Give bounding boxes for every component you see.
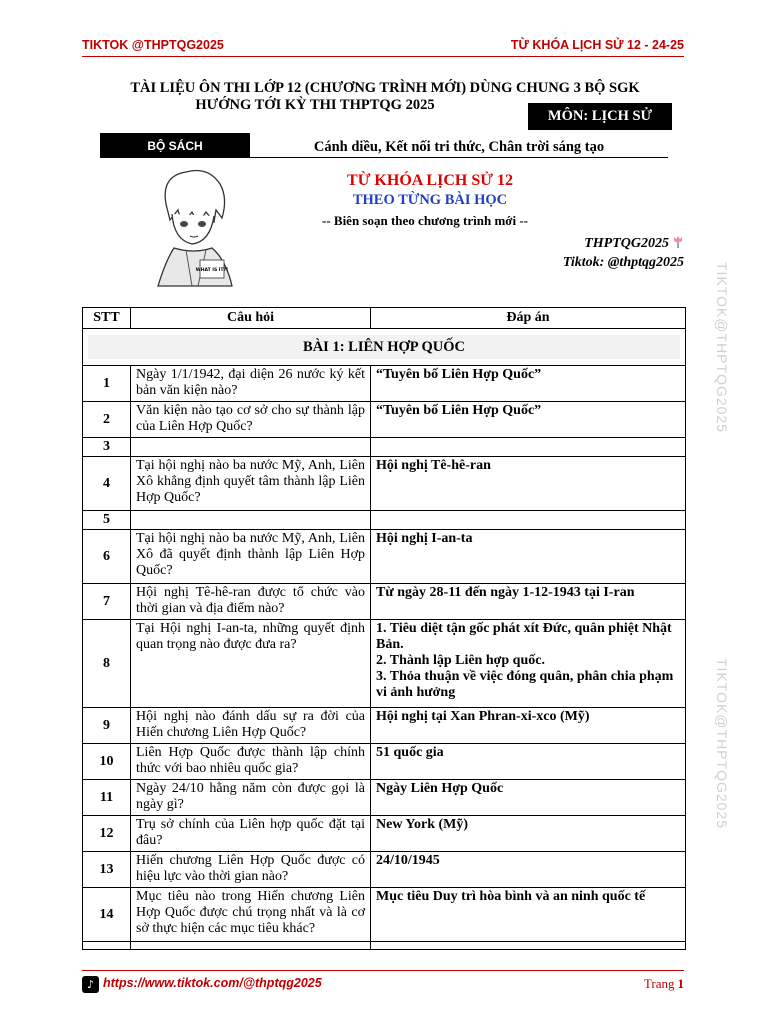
table-row [83,438,686,457]
table-row [83,708,686,744]
header-divider [82,56,684,57]
document-title-line1: TÀI LIỆU ÔN THI LỚP 12 (CHƯƠNG TRÌNH MỚI) DÙNG CHUNG 3 BỘ SGK [130,80,640,96]
row-answer: “Tuyên bố Liên Hợp Quốc” [371,402,686,438]
avatar-sign-text: WHAT IS IT?! [195,268,229,273]
row-number: 10 [83,744,131,780]
row-answer: Ngày Liên Hợp Quốc [371,780,686,816]
table-row [83,852,686,888]
row-number: 9 [83,708,131,744]
answer-line: 2. Thành lập Liên hợp quốc. [376,653,545,668]
table-row [83,511,686,530]
table-row [83,620,686,708]
row-answer: Hội nghị I-an-ta [371,530,686,584]
books-underline [250,157,668,158]
row-question: Tại hội nghị nào ba nước Mỹ, Anh, Liên Xô khẳng định quyết tâm thành lập Liên Hợp Quốc? [131,457,371,511]
row-number [83,942,131,950]
row-number: 13 [83,852,131,888]
table-row [83,366,686,402]
row-number: 2 [83,402,131,438]
tiktok-icon: ♪ [82,976,99,993]
lesson-row [83,329,686,366]
page-label: Trang [643,976,675,991]
row-question: Ngày 1/1/1942, đại diện 26 nước ký kết bản văn kiện nào? [131,366,371,402]
row-number: 7 [83,584,131,620]
books-value: Cánh diều, Kết nối tri thức, Chân trời sáng tạo [313,139,605,155]
header-right-text: TỪ KHÓA LỊCH SỬ 12 - 24-25 [510,38,684,52]
row-question [131,511,371,530]
table-row [83,402,686,438]
keyword-subtitle: THEO TỪNG BÀI HỌC [352,192,508,208]
brand-name: THPTQG2025 [584,236,669,251]
keyword-note: -- Biên soạn theo chương trình mới -- [321,213,528,228]
footer-divider [82,970,684,971]
row-question [131,438,371,457]
header-answer: Đáp án [371,308,686,329]
row-answer [371,438,686,457]
watermark-bottom: TIKTOK@THPTQG2025 [714,658,730,829]
row-number: 8 [83,620,131,708]
row-number: 4 [83,457,131,511]
header-left-text: TIKTOK @THPTQG2025 [82,38,224,52]
table-row [83,584,686,620]
row-question: Hội nghị nào đánh dấu sự ra đời của Hiến chương Liên Hợp Quốc? [131,708,371,744]
header-question: Câu hỏi [131,308,371,329]
document-title-line2: HƯỚNG TỚI KỲ THI THPTQG 2025 [195,97,435,113]
row-question: Tại Hội nghị I-an-ta, những quyết định quan trọng nào được đưa ra? [131,620,371,708]
table-row [83,744,686,780]
keyword-title: TỪ KHÓA LỊCH SỬ 12 [347,172,513,189]
row-answer: 24/10/1945 [371,852,686,888]
row-answer [371,511,686,530]
lesson-cell [83,329,686,366]
table-header-row [83,308,686,329]
page-number: 1 [677,976,684,991]
watermark-top: TIKTOK@THPTQG2025 [714,262,730,433]
table-row [83,888,686,942]
row-answer: New York (Mỹ) [371,816,686,852]
tulip-icon [672,235,684,249]
row-number: 11 [83,780,131,816]
table-row [83,816,686,852]
row-number: 5 [83,511,131,530]
row-answer: 51 quốc gia [371,744,686,780]
books-label: BỘ SÁCH [100,133,250,158]
row-answer [371,942,686,950]
subject-badge: MÔN: LỊCH SỬ [528,103,672,130]
table-row [83,942,686,950]
row-question: Hiến chương Liên Hợp Quốc được có hiệu lực vào thời gian nào? [131,852,371,888]
row-question: Văn kiện nào tạo cơ sở cho sự thành lập của Liên Hợp Quốc? [131,402,371,438]
answer-line: 3. Thỏa thuận về việc đóng quân, phân chia phạm vi ảnh hưởng [376,669,674,700]
qa-table [82,307,686,950]
row-question: Tại hội nghị nào ba nước Mỹ, Anh, Liên Xô đã quyết định thành lập Liên Hợp Quốc? [131,530,371,584]
row-answer: Từ ngày 28-11 đến ngày 1-12-1943 tại I-ran [371,584,686,620]
lesson-title: BÀI 1: LIÊN HỢP QUỐC [88,335,680,359]
row-answer: “Tuyên bố Liên Hợp Quốc” [371,366,686,402]
row-question: Hội nghị Tê-hê-ran được tổ chức vào thời gian và địa điểm nào? [131,584,371,620]
header-stt: STT [83,308,131,329]
row-answer: Mục tiêu Duy trì hòa bình và an ninh quốc tế [371,888,686,942]
row-question [131,942,371,950]
table-row [83,530,686,584]
answer-line: 1. Tiêu diệt tận gốc phát xít Đức, quân phiệt Nhật Bản. [376,621,672,652]
row-number: 6 [83,530,131,584]
row-number: 12 [83,816,131,852]
row-answer [371,620,686,708]
row-number: 1 [83,366,131,402]
page-indicator [644,976,684,992]
footer-tiktok-link[interactable]: https://www.tiktok.com/@thptqg2025 [103,976,322,990]
table-row [83,457,686,511]
anime-character-illustration [136,164,246,290]
row-answer: Hội nghị tại Xan Phran-xi-xco (Mỹ) [371,708,686,744]
row-question: Ngày 24/10 hằng năm còn được gọi là ngày gì? [131,780,371,816]
row-number: 3 [83,438,131,457]
row-question: Mục tiêu nào trong Hiến chương Liên Hợp Quốc được chú trọng nhất và là cơ sở thực hiện các mục tiêu khác? [131,888,371,942]
tiktok-handle: Tiktok: @thptqg2025 [562,255,684,270]
row-question: Liên Hợp Quốc được thành lập chính thức với bao nhiêu quốc gia? [131,744,371,780]
table-row [83,780,686,816]
row-question: Trụ sở chính của Liên hợp quốc đặt tại đâu? [131,816,371,852]
row-answer: Hội nghị Tê-hê-ran [371,457,686,511]
brand-line [584,235,684,252]
row-number: 14 [83,888,131,942]
